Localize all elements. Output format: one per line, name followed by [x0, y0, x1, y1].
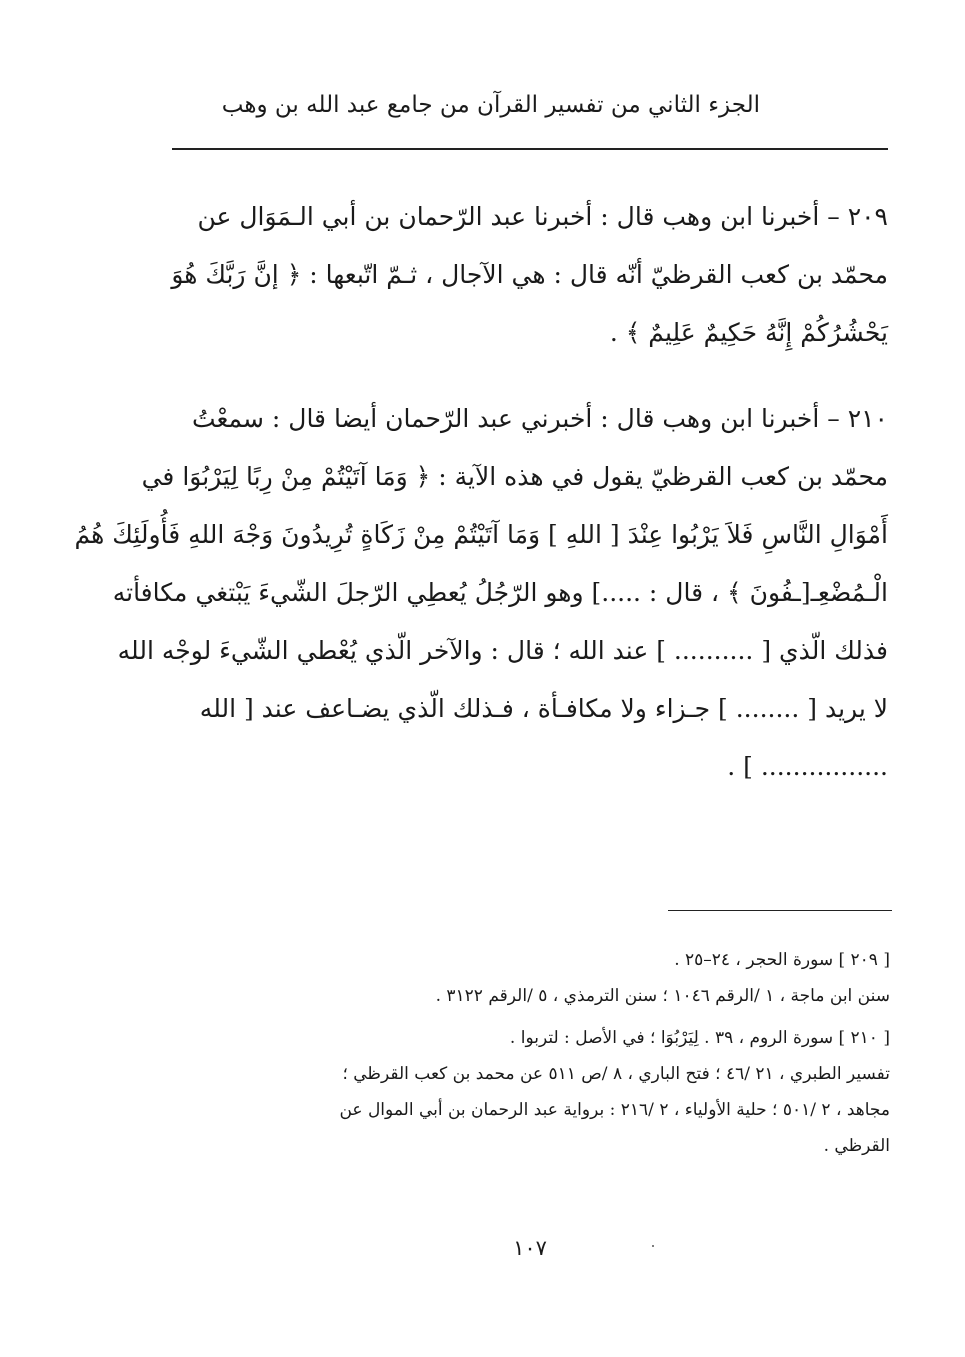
scan-speck [652, 1245, 654, 1247]
footnote-210-line-1: [ ٢١٠ ] سورة الروم ، ٣٩ . لِيَرْبُوَا ؛ في الأصل : لتربوا . [509, 1028, 890, 1048]
footnote-210-line-3: مجاهد ، ٢ /٥٠١ ؛ حلية الأولياء ، ٢ /٢١٦ : برواية عبد الرحمان بن أبي الموال عن [339, 1100, 890, 1120]
body-text [74, 188, 888, 796]
entry-209-line-3: يَحْشُرُكُمْ إِنَّهُ حَكِيمٌ عَلِيمٌ ﴾ . [609, 318, 888, 347]
header-divider [172, 148, 888, 150]
footnote-divider [668, 910, 892, 911]
footnote-209-line-2: سنن ابن ماجة ، ١ /الرقم ١٠٤٦ ؛ سنن الترمذي ، ٥ /الرقم ٣١٢٢ . [435, 986, 890, 1006]
entry-210-line-7: ................ ] . [727, 752, 888, 781]
footnote-210-line-2: تفسير الطبري ، ٢١ /٤٦ ؛ فتح الباري ، ٨ /ص ٥١١ عن محمد بن كعب القرظي ؛ [342, 1064, 890, 1084]
entry-209 [160, 188, 888, 362]
entry-210-line-1: ٢١٠ – أخبرنا ابن وهب قال : أخبرني عبد الرّحمان أيضا قال : سمعْتُ [191, 404, 888, 433]
entry-210-line-3: أَمْوَالِ النَّاسِ فَلاَ يَرْبُوا عِنْدَ [ اللهِ ] وَمَا آتَيْتُمْ مِنْ زَكَاةٍ تُرِيدُونَ وَجْهَ اللهِ فَأُولَئِكَ هُمُ [74, 520, 888, 549]
footnote-210-line-4: القرظي . [823, 1136, 890, 1156]
entry-210-line-6: لا يريد [ ........ ] جـزاء ولا مكافـأة ، فـذلك الّذي يضـاعف عند [ الله [199, 694, 888, 723]
page-number: ١٠٧ [513, 1236, 547, 1260]
entry-210-line-2: محمّد بن كعب القرظيّ يقول في هذه الآية : ﴿ وَمَا آتَيْتُمْ مِنْ رِبًا لِيَرْبُوَا في [141, 462, 888, 491]
running-header: الجزء الثاني من تفسير القرآن من جامع عبد الله بن وهب [221, 92, 760, 118]
footnotes [160, 942, 890, 1164]
entry-209-line-2: محمّد بن كعب القرظيّ أنّه قال : هي الآجال ، ثـمّ اتّبعها : ﴿ إنَّ رَبَّكَ هُوَ [171, 260, 888, 289]
entry-210-line-5: فذلك الّذي [ .......... ] عند الله ؛ قال : والآخر الّذي يُعْطي الشّيءَ لوجْه الله [117, 636, 888, 665]
entry-209-line-1: ٢٠٩ – أخبرنا ابن وهب قال : أخبرنا عبد الرّحمان بن أبي الـمَوَال عن [197, 202, 888, 231]
footnote-209-line-1: [ ٢٠٩ ] سورة الحجر ، ٢٤–٢٥ . [674, 950, 890, 970]
entry-210 [74, 390, 888, 796]
entry-210-line-4: الْـمُضْعِـ[ـفُونَ ﴾ ، قال : .....] وهو الرّجُلُ يُعطِي الرّجلَ الشّيءَ يَبْتغي مكافأته [112, 578, 888, 607]
